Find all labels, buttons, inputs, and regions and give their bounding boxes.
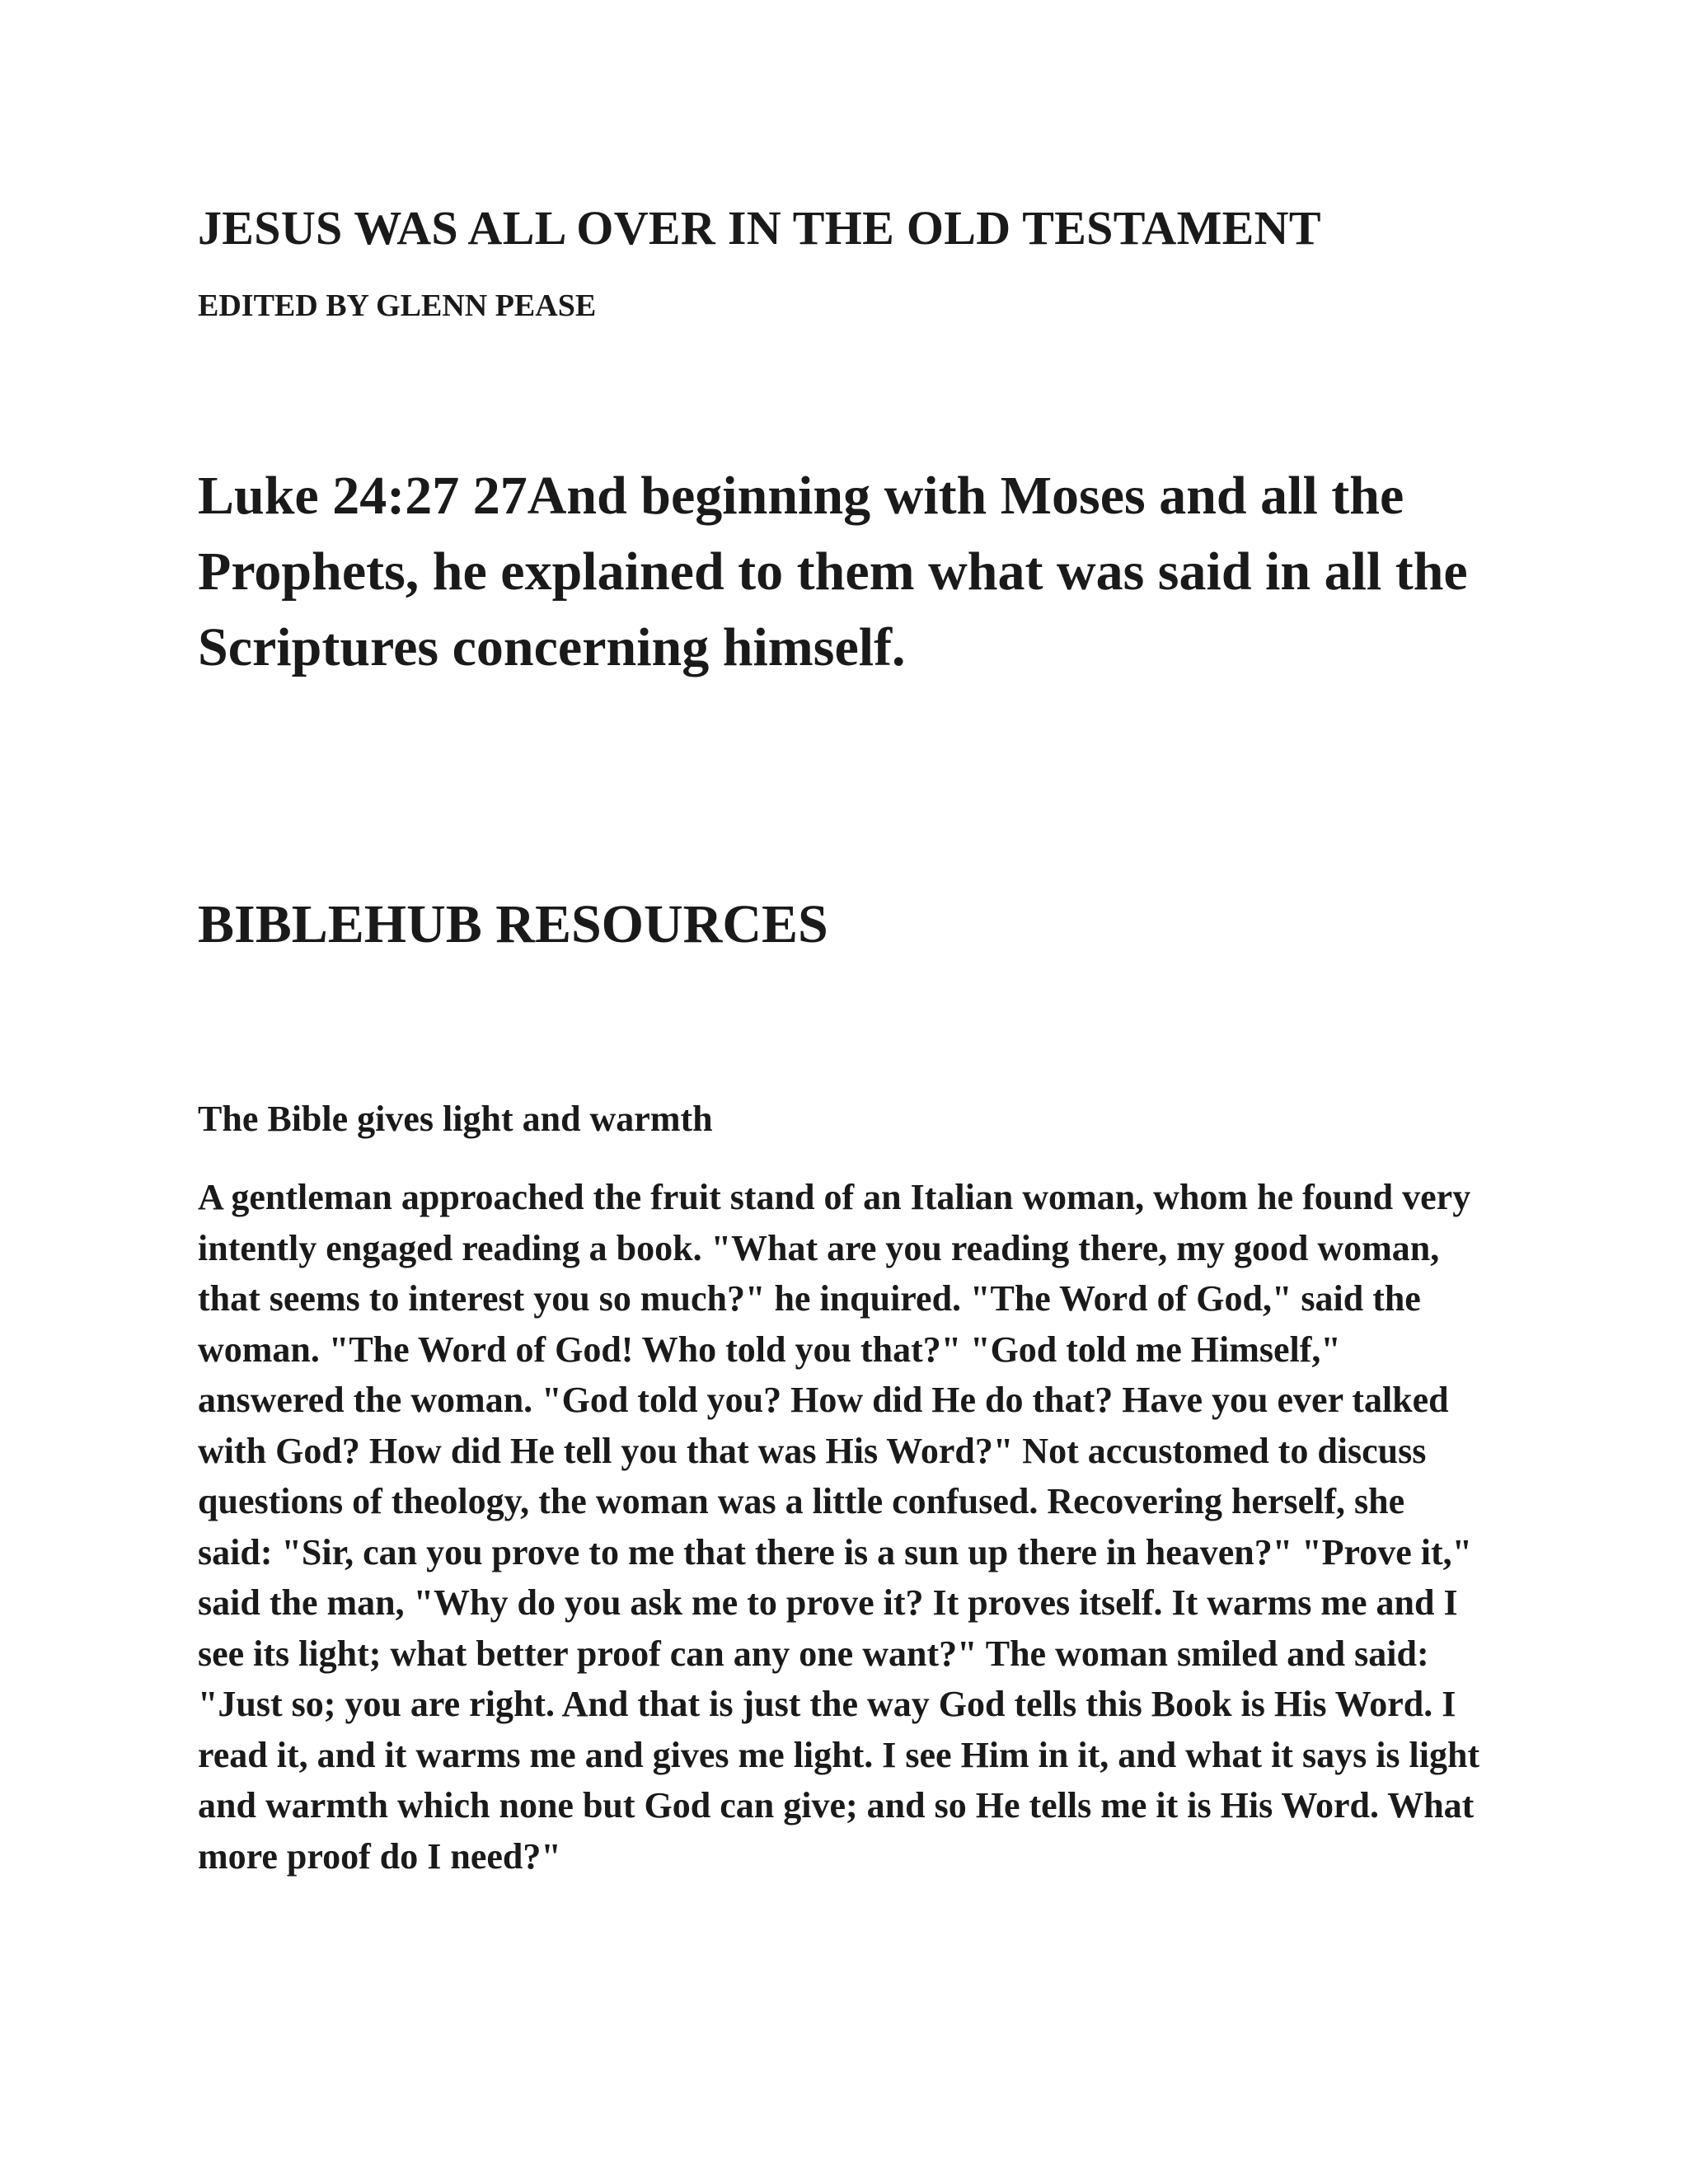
section-heading: BIBLEHUB RESOURCES [198, 894, 828, 954]
article-subheading: The Bible gives light and warmth [198, 1099, 713, 1139]
document-title: JESUS WAS ALL OVER IN THE OLD TESTAMENT [198, 201, 1321, 255]
scripture-passage: Luke 24:27 27And beginning with Moses and all the Prophets, he explained to them what was said in all the Scriptures concerning himself. [198, 466, 1468, 677]
editor-credit: EDITED BY GLENN PEASE [198, 288, 597, 323]
article-body: A gentleman approached the fruit stand of an Italian woman, whom he found very intently engaged reading a book. "What are you reading there, my good woman, that seems to interest you so much?" he inquired. "The Word of God," said the woman. "The Word of God! Who told you that?" "God told me Himself," answered the woman. "God told you? How did He do that? Have you ever talked with God? How did He tell you that was His Word?" Not accustomed to discuss questions of theology, the woman was a little confused. Recovering herself, she said: "Sir, can you prove to me that there is a sun up there in heaven?" "Prove it," said the man, "Why do you ask me to prove it? It proves itself. It warms me and I see its light; what better proof can any one want?" The woman smiled and said: "Just so; you are right. And that is just the way God tells this Book is His Word. I read it, and it warms me and gives me light. I see Him in it, and what it says is light and warmth which none but God can give; and so He tells me it is His Word. What more proof do I need?" [198, 1177, 1480, 1877]
